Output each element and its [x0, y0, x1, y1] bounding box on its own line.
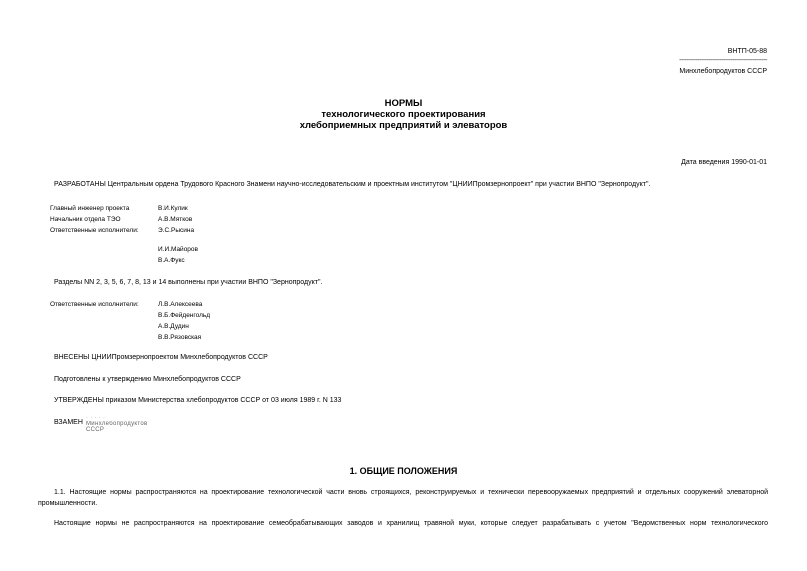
department-head-name: А.В.Мятков [158, 216, 193, 223]
section-heading: 1. ОБЩИЕ ПОЛОЖЕНИЯ [349, 466, 458, 476]
approved-line: УТВЕРЖДЕНЫ приказом Министерства хлебопродуктов СССР от 03 июля 1989 г. N 133 [54, 397, 342, 404]
document-code: ВНТП-05-88 [727, 48, 767, 55]
page-subtitle-2: хлебоприемных предприятий и элеваторов [299, 120, 508, 131]
section-paragraph: 1.1. Настоящие нормы распространяются на проектирование технологической части вновь строящихся, реконструируемых и технически перевооружаемых предприятий и отдельных сооружений элеваторной промышленности. [38, 489, 768, 507]
header-divider: ------------------------------------------------ [679, 57, 767, 64]
department-head-label: Начальник отдела ТЭО [50, 216, 121, 223]
sections-note: Разделы NN 2, 3, 5, 6, 7, 8, 13 и 14 выполнены при участии ВНПО "Зернопродукт". [54, 279, 323, 286]
prepared-line: Подготовлены к утверждению Минхлебопродуктов СССР [54, 376, 241, 383]
chief-engineer-label: Главный инженер проекта [50, 205, 130, 212]
effective-date: Дата введения 1990-01-01 [681, 159, 767, 166]
responsible-executor: Э.С.Рысина [158, 227, 195, 234]
chief-engineer-name: В.И.Кулик [158, 205, 188, 212]
developed-paragraph: РАЗРАБОТАНЫ Центральным ордена Трудового Красного Знамени научно-исследовательским и проектным институтом "ЦНИИПромзернопроект" при участии ВНПО "Зернопродукт". [54, 181, 651, 188]
page-title: НОРМЫ [384, 98, 423, 109]
responsible-executors-label-2: Ответственные исполнители: [50, 301, 139, 308]
responsible-executor: А.В.Дудин [158, 323, 189, 330]
replaced-label: ВЗАМЕН [54, 419, 83, 426]
ministry-name: Минхлебопродуктов СССР [679, 68, 767, 75]
page-subtitle-1: технологического проектирования [321, 109, 486, 120]
section-paragraph: Настоящие нормы не распространяются на проектирование семеобрабатывающих заводов и хранилищ травяной муки, которые следует разрабатывать с учетом "Ведомственных норм технологического [54, 520, 768, 527]
replaced-stamp: · · · · · Минхлебопродуктов СССР [86, 415, 148, 433]
responsible-executors-label: Ответственные исполнители: [50, 227, 139, 234]
responsible-executor: В.Б.Фейденгольд [158, 312, 211, 319]
introduced-line: ВНЕСЕНЫ ЦНИИПромзернопроектом Минхлебопродуктов СССР [54, 354, 268, 361]
responsible-executor: Л.В.Алексеева [158, 301, 203, 308]
responsible-executor: В.В.Рязовская [158, 334, 202, 341]
responsible-executor: В.А.Фукс [158, 257, 185, 264]
responsible-executor: И.И.Майоров [158, 246, 198, 253]
